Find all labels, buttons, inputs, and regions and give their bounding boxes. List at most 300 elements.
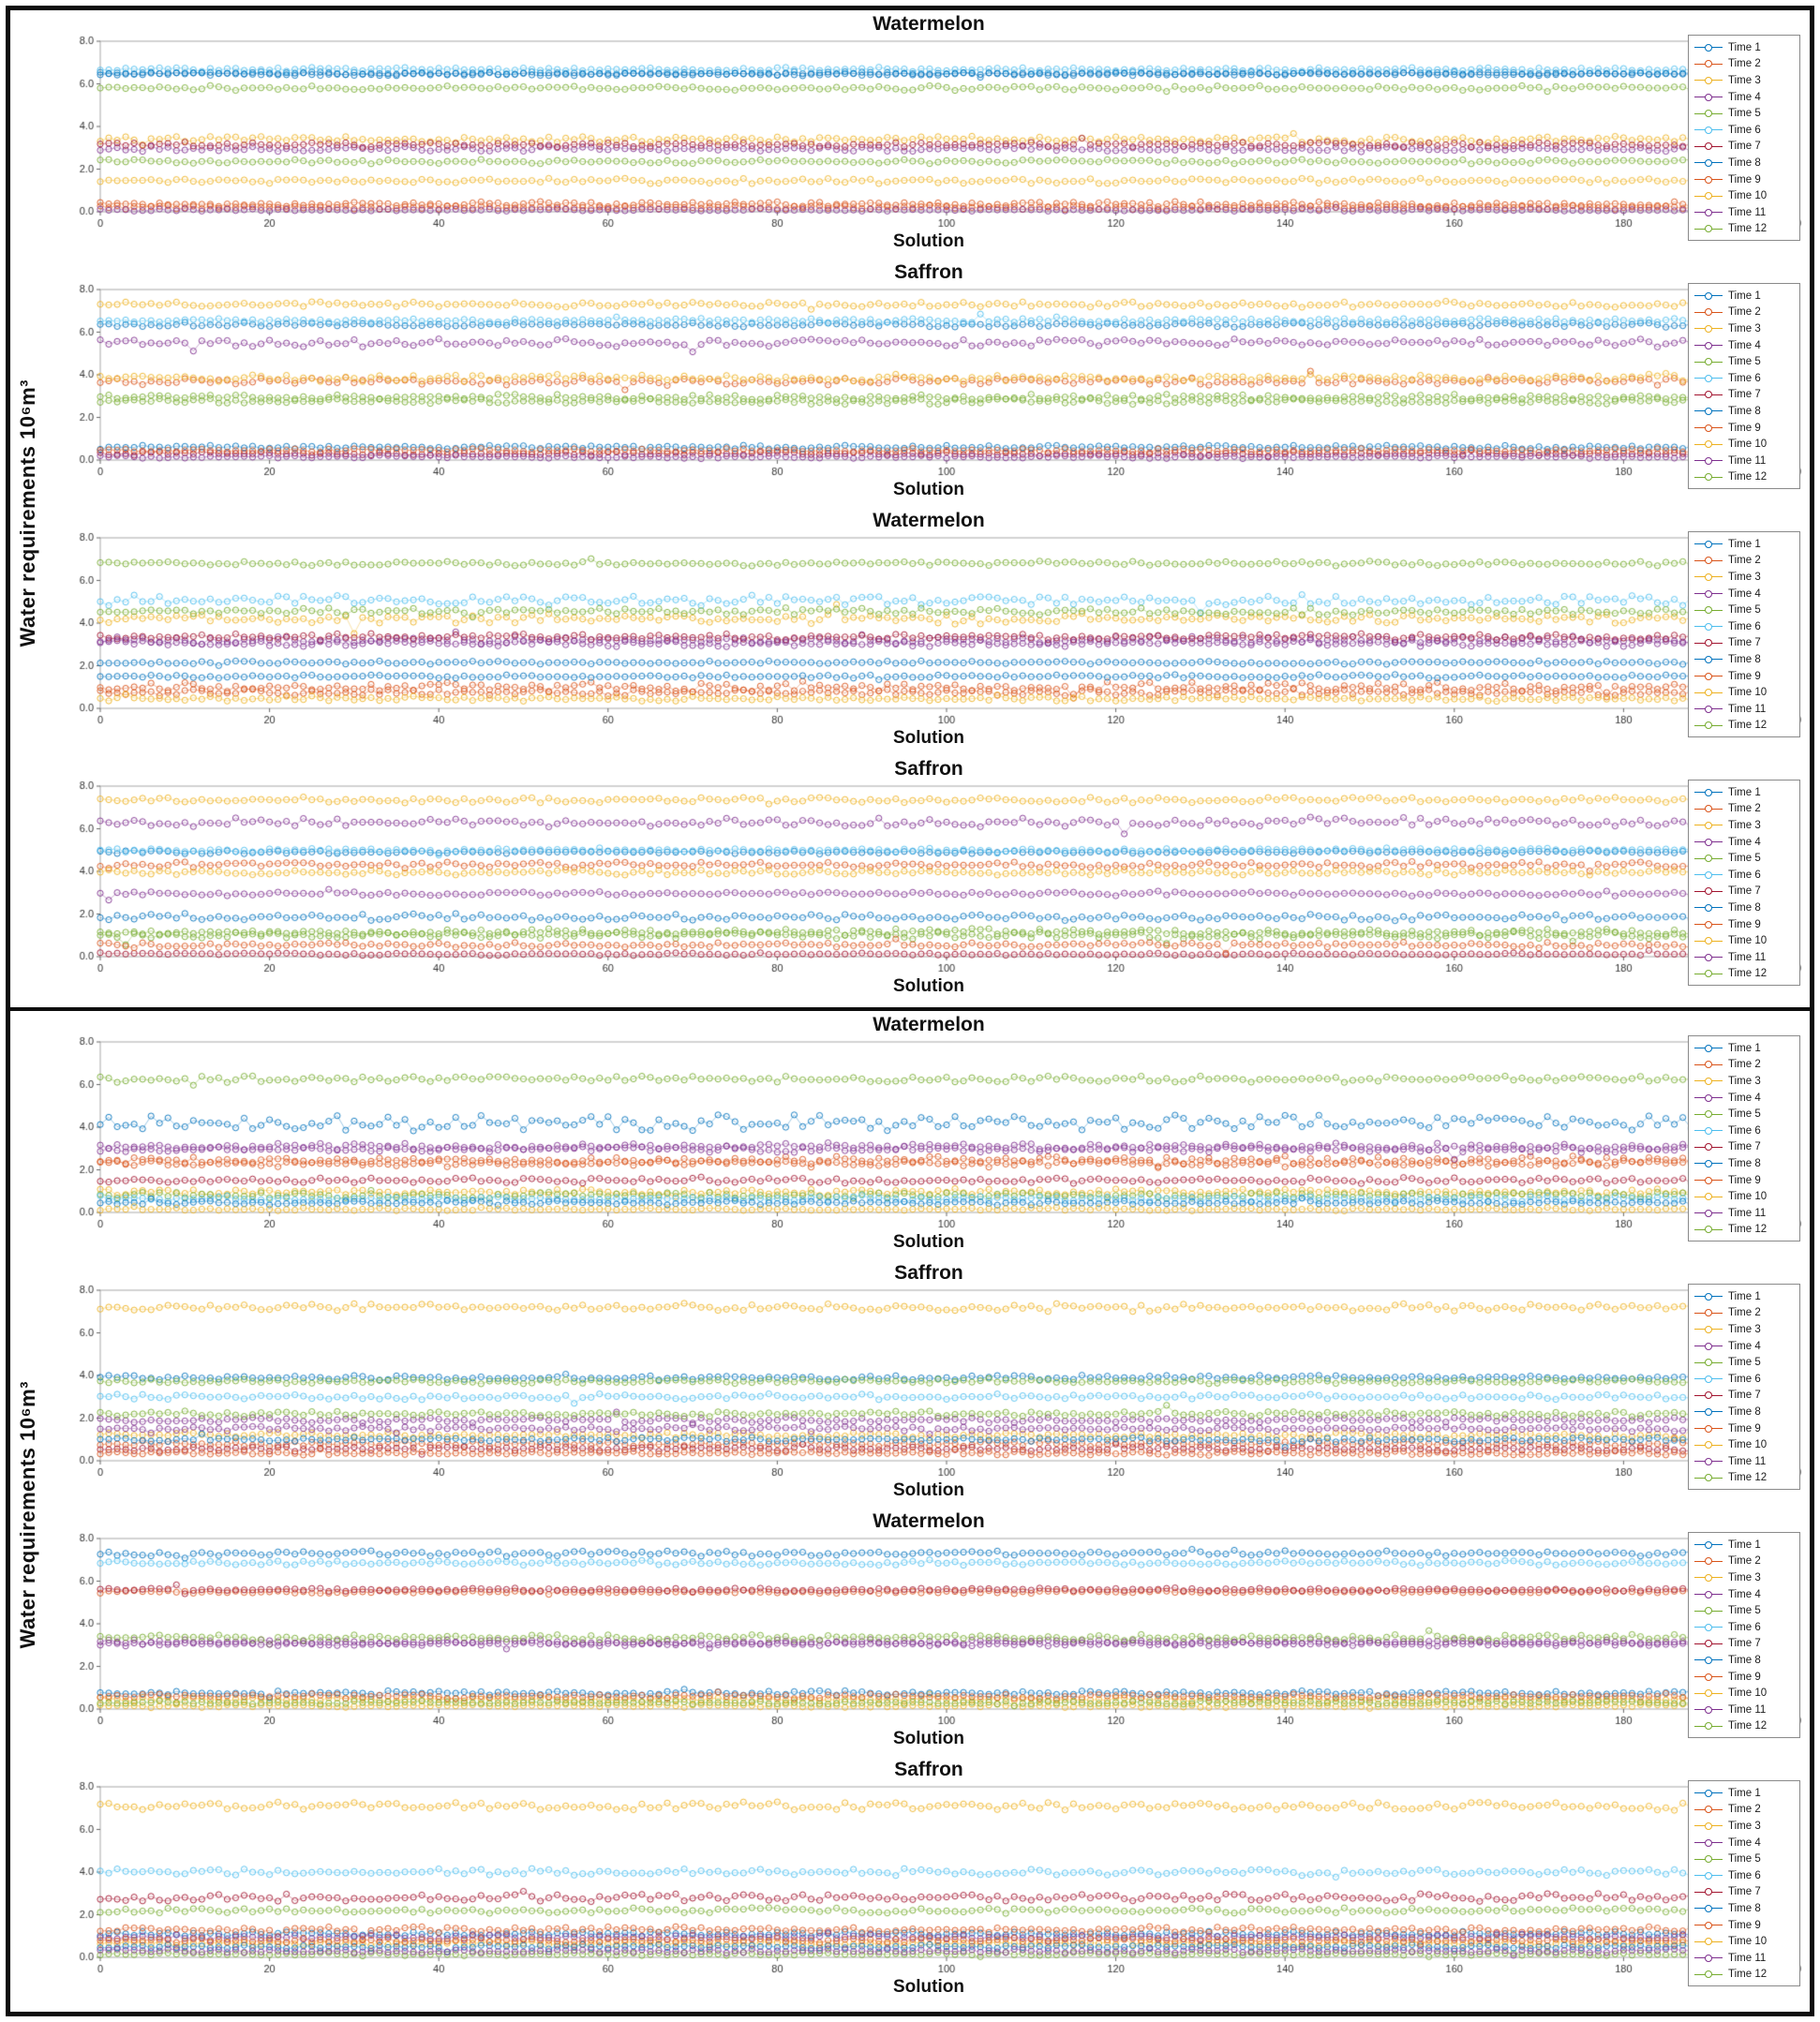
chart-saffron-3 <box>52 1261 1806 1509</box>
chart-canvas <box>52 284 1806 484</box>
legend-item <box>1694 1537 1796 1554</box>
series-marker-icon <box>1694 919 1723 930</box>
legend-item <box>1694 784 1796 801</box>
legend-item-label: Time 12 <box>1728 968 1768 980</box>
legend-item <box>1694 1967 1796 1984</box>
legend-item-label: Time 2 <box>1728 555 1761 567</box>
legend-item <box>1694 320 1796 337</box>
series-marker-icon <box>1694 704 1723 715</box>
series-marker-icon <box>1694 1043 1723 1054</box>
legend-item <box>1694 1404 1796 1420</box>
chart-canvas <box>52 532 1806 733</box>
legend-item <box>1694 1917 1796 1934</box>
series-marker-icon <box>1694 373 1723 384</box>
legend-item <box>1694 56 1796 73</box>
legend-item-label: Time 2 <box>1728 1555 1761 1568</box>
legend <box>1688 531 1800 737</box>
legend-item <box>1694 1106 1796 1123</box>
y-axis-label: Water requirements 10⁶m³ <box>16 1381 39 1649</box>
series-marker-icon <box>1694 720 1723 731</box>
series-marker-icon <box>1694 654 1723 665</box>
legend-item <box>1694 1420 1796 1437</box>
series-marker-icon <box>1694 1821 1723 1832</box>
series-marker-icon <box>1694 1374 1723 1385</box>
legend-item-label: Time 3 <box>1728 571 1761 583</box>
series-marker-icon <box>1694 1208 1723 1219</box>
series-marker-icon <box>1694 323 1723 335</box>
chart-canvas <box>52 1285 1806 1485</box>
series-marker-icon <box>1694 1439 1723 1450</box>
legend-item <box>1694 403 1796 420</box>
legend-item <box>1694 1669 1796 1686</box>
legend-item <box>1694 718 1796 735</box>
legend-item-label: Time 2 <box>1728 1307 1761 1319</box>
legend-item <box>1694 370 1796 387</box>
series-marker-icon <box>1694 1788 1723 1799</box>
series-marker-icon <box>1694 1108 1723 1120</box>
series-marker-icon <box>1694 1224 1723 1235</box>
series-marker-icon <box>1694 1622 1723 1633</box>
legend-item-label: Time 11 <box>1728 1207 1767 1219</box>
legend <box>1688 1780 1800 1986</box>
legend-item <box>1694 1073 1796 1090</box>
series-marker-icon <box>1694 1655 1723 1666</box>
legend-item <box>1694 701 1796 718</box>
legend-item <box>1694 288 1796 305</box>
legend-item-label: Time 1 <box>1728 1787 1761 1799</box>
series-marker-icon <box>1694 340 1723 351</box>
legend-item-label: Time 8 <box>1728 1654 1761 1666</box>
legend-item <box>1694 602 1796 618</box>
legend-item <box>1694 139 1796 156</box>
series-marker-icon <box>1694 439 1723 450</box>
x-axis-label: Solution <box>893 728 964 748</box>
x-axis-label: Solution <box>893 1729 964 1748</box>
legend-item <box>1694 453 1796 469</box>
series-marker-icon <box>1694 1837 1723 1849</box>
x-axis-label: Solution <box>893 1977 964 1997</box>
legend-item-label: Time 7 <box>1728 389 1761 401</box>
legend-item <box>1694 420 1796 437</box>
legend-item-label: Time 5 <box>1728 108 1761 120</box>
legend-item <box>1694 1884 1796 1901</box>
legend-item <box>1694 1155 1796 1172</box>
series-marker-icon <box>1694 125 1723 136</box>
legend-item <box>1694 1586 1796 1603</box>
subfigure-bottom <box>10 1011 1810 2012</box>
series-marker-icon <box>1694 588 1723 600</box>
legend-item <box>1694 668 1796 685</box>
legend-item-label: Time 1 <box>1728 538 1761 550</box>
series-marker-icon <box>1694 604 1723 616</box>
series-marker-icon <box>1694 108 1723 119</box>
legend-item-label: Time 3 <box>1728 1323 1761 1335</box>
legend-item <box>1694 1802 1796 1819</box>
legend-item-label: Time 3 <box>1728 74 1761 86</box>
legend-item-label: Time 8 <box>1728 653 1761 665</box>
series-marker-icon <box>1694 671 1723 682</box>
series-marker-icon <box>1694 1687 1723 1699</box>
legend-item <box>1694 1619 1796 1636</box>
legend-item <box>1694 635 1796 652</box>
legend-item <box>1694 817 1796 834</box>
legend-item-label: Time 5 <box>1728 853 1761 865</box>
series-marker-icon <box>1694 803 1723 814</box>
legend-item-label: Time 10 <box>1728 687 1768 699</box>
legend-item <box>1694 1554 1796 1570</box>
series-marker-icon <box>1694 1720 1723 1732</box>
series-marker-icon <box>1694 471 1723 483</box>
legend-item-label: Time 1 <box>1728 1539 1761 1551</box>
legend-item <box>1694 171 1796 188</box>
legend-item <box>1694 1288 1796 1305</box>
series-marker-icon <box>1694 1341 1723 1352</box>
legend-item-label: Time 4 <box>1728 1836 1761 1849</box>
legend-item-label: Time 12 <box>1728 471 1768 483</box>
legend-item <box>1694 618 1796 635</box>
legend-item-label: Time 9 <box>1728 1422 1761 1435</box>
series-marker-icon <box>1694 1125 1723 1137</box>
legend-item <box>1694 1321 1796 1338</box>
legend-item-label: Time 11 <box>1728 206 1767 218</box>
legend-item <box>1694 684 1796 701</box>
legend-item <box>1694 1354 1796 1371</box>
series-marker-icon <box>1694 92 1723 103</box>
legend-item <box>1694 1371 1796 1388</box>
legend-item <box>1694 850 1796 867</box>
chart-title: Watermelon <box>873 1014 985 1035</box>
legend-item <box>1694 801 1796 818</box>
legend-item <box>1694 1900 1796 1917</box>
legend-item-label: Time 10 <box>1728 1191 1768 1203</box>
series-marker-icon <box>1694 1605 1723 1616</box>
series-marker-icon <box>1694 1886 1723 1897</box>
legend-item <box>1694 867 1796 884</box>
legend-item <box>1694 122 1796 139</box>
legend-item-label: Time 2 <box>1728 58 1761 70</box>
x-axis-label: Solution <box>893 976 964 996</box>
x-axis-label: Solution <box>893 480 964 499</box>
legend-item <box>1694 155 1796 171</box>
legend-item-label: Time 2 <box>1728 803 1761 815</box>
series-marker-icon <box>1694 1953 1723 1964</box>
chart-watermelon-4 <box>52 1509 1806 1758</box>
legend-item <box>1694 1205 1796 1222</box>
legend-item <box>1694 553 1796 570</box>
legend-item-label: Time 12 <box>1728 1472 1768 1484</box>
legend-item <box>1694 1933 1796 1950</box>
legend <box>1688 1532 1800 1738</box>
legend-item-label: Time 1 <box>1728 290 1761 302</box>
legend-item <box>1694 899 1796 916</box>
legend-item-label: Time 1 <box>1728 786 1761 798</box>
legend-item <box>1694 1470 1796 1487</box>
figure <box>6 6 1814 2016</box>
chart-title: Saffron <box>894 1262 963 1284</box>
series-marker-icon <box>1694 837 1723 848</box>
series-marker-icon <box>1694 885 1723 897</box>
series-marker-icon <box>1694 356 1723 367</box>
legend-item-label: Time 10 <box>1728 190 1768 202</box>
legend-item <box>1694 651 1796 668</box>
series-marker-icon <box>1694 1969 1723 1980</box>
series-marker-icon <box>1694 1572 1723 1583</box>
series-marker-icon <box>1694 637 1723 648</box>
series-marker-icon <box>1694 1704 1723 1716</box>
legend-item <box>1694 1188 1796 1205</box>
legend-item <box>1694 1950 1796 1967</box>
legend-item-label: Time 3 <box>1728 1820 1761 1832</box>
legend-item-label: Time 2 <box>1728 1059 1761 1071</box>
series-marker-icon <box>1694 1324 1723 1335</box>
series-marker-icon <box>1694 389 1723 400</box>
legend-item-label: Time 5 <box>1728 1357 1761 1369</box>
chart-canvas <box>52 36 1806 236</box>
legend <box>1688 1284 1800 1490</box>
series-marker-icon <box>1694 1141 1723 1152</box>
series-marker-icon <box>1694 1357 1723 1368</box>
legend-item <box>1694 105 1796 122</box>
legend-item <box>1694 1867 1796 1884</box>
legend-item <box>1694 916 1796 933</box>
legend <box>1688 780 1800 986</box>
series-marker-icon <box>1694 406 1723 417</box>
legend-item-label: Time 9 <box>1728 1919 1761 1931</box>
chart-title: Watermelon <box>873 1510 985 1532</box>
series-marker-icon <box>1694 1903 1723 1914</box>
series-marker-icon <box>1694 1191 1723 1202</box>
legend-item-label: Time 12 <box>1728 1969 1768 1981</box>
series-marker-icon <box>1694 1175 1723 1186</box>
y-axis-label: Water requirements 10⁶m³ <box>16 379 39 647</box>
legend-item-label: Time 8 <box>1728 1157 1761 1169</box>
legend-item-label: Time 3 <box>1728 1075 1761 1087</box>
legend-item <box>1694 1040 1796 1057</box>
series-marker-icon <box>1694 157 1723 169</box>
legend-item <box>1694 89 1796 106</box>
chart-saffron-4 <box>52 1758 1806 2006</box>
series-marker-icon <box>1694 141 1723 152</box>
series-marker-icon <box>1694 190 1723 201</box>
legend-item-label: Time 9 <box>1728 422 1761 434</box>
legend-item-label: Time 8 <box>1728 405 1761 417</box>
series-marker-icon <box>1694 455 1723 467</box>
legend-item-label: Time 10 <box>1728 1936 1768 1948</box>
chart-canvas <box>52 781 1806 981</box>
legend-item <box>1694 1222 1796 1239</box>
legend-item <box>1694 1818 1796 1835</box>
series-marker-icon <box>1694 1672 1723 1683</box>
legend-item <box>1694 1453 1796 1470</box>
legend-item-label: Time 9 <box>1728 173 1761 186</box>
series-marker-icon <box>1694 787 1723 798</box>
legend-item-label: Time 5 <box>1728 604 1761 617</box>
legend-item-label: Time 5 <box>1728 356 1761 368</box>
legend-item <box>1694 966 1796 983</box>
chart-title: Saffron <box>894 1759 963 1780</box>
legend-item <box>1694 353 1796 370</box>
legend-item-label: Time 7 <box>1728 637 1761 649</box>
series-marker-icon <box>1694 1059 1723 1070</box>
legend-item-label: Time 4 <box>1728 91 1761 103</box>
legend-item-label: Time 4 <box>1728 339 1761 351</box>
series-marker-icon <box>1694 1390 1723 1401</box>
series-marker-icon <box>1694 75 1723 86</box>
legend-item-label: Time 6 <box>1728 372 1761 384</box>
series-marker-icon <box>1694 1423 1723 1435</box>
series-marker-icon <box>1694 621 1723 632</box>
chart-saffron-2 <box>52 757 1806 1005</box>
legend-item-label: Time 2 <box>1728 1804 1761 1816</box>
series-marker-icon <box>1694 555 1723 566</box>
legend-item <box>1694 1123 1796 1139</box>
legend-item <box>1694 436 1796 453</box>
legend-item-label: Time 12 <box>1728 223 1768 235</box>
legend-item <box>1694 884 1796 900</box>
legend-item-label: Time 1 <box>1728 1290 1761 1302</box>
legend-item <box>1694 1652 1796 1669</box>
legend-item-label: Time 3 <box>1728 1571 1761 1583</box>
series-marker-icon <box>1694 1307 1723 1318</box>
series-marker-icon <box>1694 1539 1723 1551</box>
legend <box>1688 283 1800 489</box>
series-marker-icon <box>1694 1291 1723 1302</box>
legend-item <box>1694 1436 1796 1453</box>
legend-item-label: Time 6 <box>1728 869 1761 881</box>
legend <box>1688 1035 1800 1241</box>
chart-watermelon-3 <box>52 1013 1806 1261</box>
legend-item-label: Time 10 <box>1728 439 1768 451</box>
legend-item <box>1694 337 1796 354</box>
legend-item <box>1694 1785 1796 1802</box>
legend-item-label: Time 9 <box>1728 670 1761 682</box>
legend-item-label: Time 7 <box>1728 1141 1761 1153</box>
series-marker-icon <box>1694 572 1723 583</box>
legend-item <box>1694 1851 1796 1867</box>
x-axis-label: Solution <box>893 1232 964 1252</box>
legend-item <box>1694 1388 1796 1405</box>
legend-item <box>1694 586 1796 602</box>
series-marker-icon <box>1694 223 1723 234</box>
legend-item <box>1694 536 1796 553</box>
series-marker-icon <box>1694 1406 1723 1418</box>
legend-item <box>1694 221 1796 238</box>
series-marker-icon <box>1694 42 1723 53</box>
legend-item <box>1694 1602 1796 1619</box>
legend-item-label: Time 5 <box>1728 1108 1761 1121</box>
series-marker-icon <box>1694 58 1723 69</box>
series-marker-icon <box>1694 1158 1723 1169</box>
chart-canvas <box>52 1036 1806 1237</box>
legend-item-label: Time 12 <box>1728 720 1768 732</box>
legend-item-label: Time 6 <box>1728 1621 1761 1633</box>
legend-item-label: Time 9 <box>1728 918 1761 930</box>
series-marker-icon <box>1694 1936 1723 1947</box>
series-marker-icon <box>1694 1472 1723 1483</box>
legend-item <box>1694 187 1796 204</box>
legend-item <box>1694 72 1796 89</box>
legend-item <box>1694 834 1796 851</box>
series-marker-icon <box>1694 820 1723 831</box>
legend-item-label: Time 12 <box>1728 1720 1768 1732</box>
chart-watermelon-2 <box>52 509 1806 757</box>
legend-item-label: Time 11 <box>1728 703 1767 715</box>
legend-item <box>1694 1702 1796 1718</box>
legend-item-label: Time 7 <box>1728 1390 1761 1402</box>
series-marker-icon <box>1694 1555 1723 1567</box>
legend-item-label: Time 1 <box>1728 41 1761 53</box>
legend-item <box>1694 39 1796 56</box>
legend-item-label: Time 3 <box>1728 819 1761 831</box>
series-marker-icon <box>1694 207 1723 218</box>
x-axis-label: Solution <box>893 1480 964 1500</box>
series-marker-icon <box>1694 1589 1723 1600</box>
legend-item-label: Time 4 <box>1728 1588 1761 1600</box>
legend-item-label: Time 3 <box>1728 322 1761 335</box>
legend-item-label: Time 11 <box>1728 951 1767 963</box>
series-marker-icon <box>1694 687 1723 698</box>
chart-title: Saffron <box>894 261 963 283</box>
series-marker-icon <box>1694 539 1723 550</box>
series-marker-icon <box>1694 1853 1723 1865</box>
legend-item <box>1694 1718 1796 1735</box>
series-marker-icon <box>1694 870 1723 881</box>
legend-item-label: Time 2 <box>1728 306 1761 319</box>
legend-item-label: Time 10 <box>1728 935 1768 947</box>
legend-item <box>1694 1139 1796 1156</box>
legend-item-label: Time 7 <box>1728 1886 1761 1898</box>
series-marker-icon <box>1694 290 1723 302</box>
legend-item-label: Time 11 <box>1728 1455 1767 1467</box>
legend-item-label: Time 10 <box>1728 1687 1768 1700</box>
legend-item-label: Time 6 <box>1728 1373 1761 1385</box>
legend-item <box>1694 932 1796 949</box>
legend-item <box>1694 1338 1796 1355</box>
series-marker-icon <box>1694 935 1723 946</box>
legend-item-label: Time 7 <box>1728 885 1761 898</box>
legend-item-label: Time 5 <box>1728 1853 1761 1866</box>
legend-item-label: Time 9 <box>1728 1174 1761 1186</box>
legend-item-label: Time 6 <box>1728 620 1761 632</box>
series-marker-icon <box>1694 1638 1723 1649</box>
series-marker-icon <box>1694 968 1723 979</box>
legend-item-label: Time 10 <box>1728 1439 1768 1451</box>
legend-item <box>1694 1685 1796 1702</box>
legend-item-label: Time 6 <box>1728 1869 1761 1881</box>
series-marker-icon <box>1694 306 1723 318</box>
series-marker-icon <box>1694 1093 1723 1104</box>
legend-item <box>1694 949 1796 966</box>
legend-item <box>1694 1636 1796 1653</box>
legend-item-label: Time 4 <box>1728 1340 1761 1352</box>
legend-item-label: Time 4 <box>1728 1092 1761 1104</box>
series-marker-icon <box>1694 1870 1723 1881</box>
legend-item <box>1694 305 1796 321</box>
legend-item <box>1694 1835 1796 1851</box>
legend-item <box>1694 1569 1796 1586</box>
series-marker-icon <box>1694 1804 1723 1815</box>
series-marker-icon <box>1694 1456 1723 1467</box>
legend-item-label: Time 11 <box>1728 1952 1767 1964</box>
subfigure-top <box>10 10 1810 1011</box>
legend-item-label: Time 8 <box>1728 1902 1761 1914</box>
legend-item <box>1694 1090 1796 1107</box>
legend-item-label: Time 11 <box>1728 454 1767 467</box>
legend-item <box>1694 1172 1796 1189</box>
chart-canvas <box>52 1533 1806 1733</box>
legend-item-label: Time 8 <box>1728 1405 1761 1418</box>
legend-item-label: Time 7 <box>1728 141 1761 153</box>
